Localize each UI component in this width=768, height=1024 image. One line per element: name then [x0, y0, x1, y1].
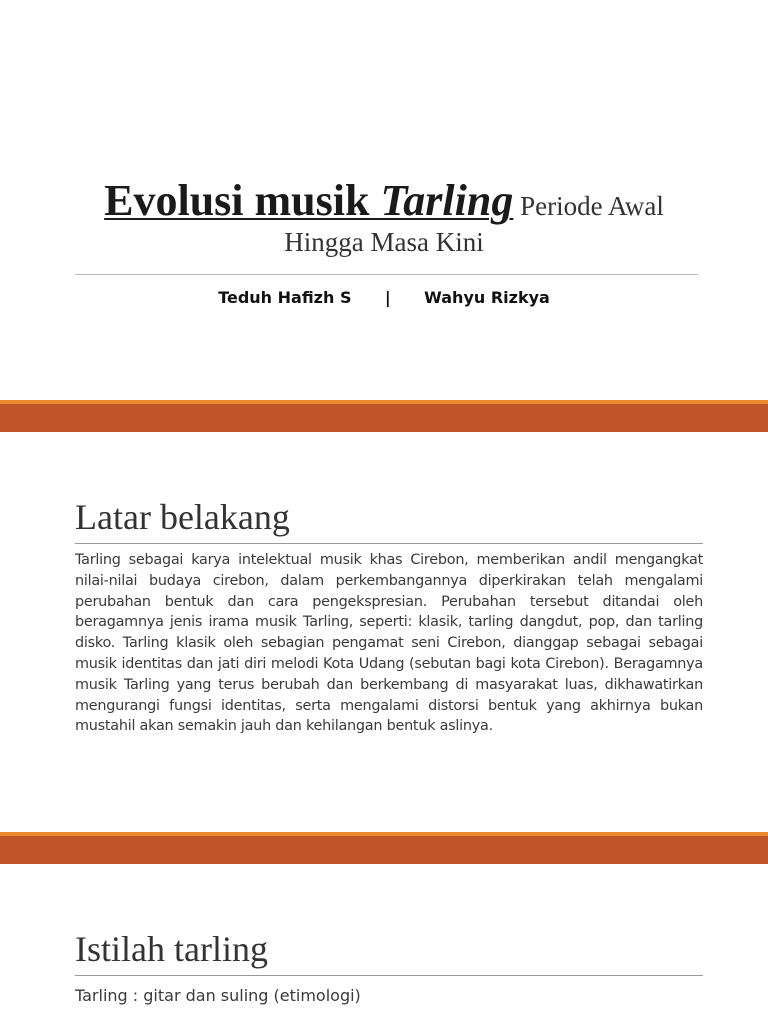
author-2: Wahyu Rizkya	[424, 288, 550, 307]
title-divider	[75, 274, 698, 275]
slide-divider-band	[0, 400, 768, 432]
slide-heading: Istilah tarling	[75, 929, 268, 969]
subtitle: Hingga Masa Kini	[284, 227, 484, 257]
title-italic-text: Tarling	[380, 176, 514, 225]
slide-heading: Latar belakang	[75, 497, 290, 537]
title-rest-text: Periode Awal	[513, 191, 664, 221]
author-1: Teduh Hafizh S	[218, 288, 352, 307]
body-line: Tarling : gitar dan suling (etimologi)	[75, 986, 361, 1005]
title-main-text: Evolusi musik	[104, 176, 381, 225]
slide-divider-band	[0, 832, 768, 864]
heading-divider	[75, 543, 703, 544]
authors-line	[0, 288, 768, 307]
heading-divider	[75, 975, 703, 976]
background-slide	[0, 432, 768, 832]
title-main	[104, 176, 513, 225]
title	[0, 175, 768, 226]
title-slide	[0, 0, 768, 400]
terminology-slide	[0, 864, 768, 1024]
body-paragraph: Tarling sebagai karya intelektual musik khas Cirebon, memberikan andil mengangkat nilai-nilai budaya cirebon, dalam perkembangannya diperkirakan telah mengalami perubahan bentuk dan cara pengekspresian. Perubahan tersebut ditandai oleh beragamnya jenis irama musik Tarling, seperti: klasik, tarling dangdut, pop, dan tarling disko. Tarling klasik oleh sebagian pengamat seni Cirebon, dianggap sebagai sebagai musik identitas dan jati diri melodi Kota Udang (sebutan bagi kota Cirebon). Beragamnya musik Tarling yang terus berubah dan berkembang di masyarakat luas, dikhawatirkan mengurangi fungsi identitas, serta mengalami distorsi bentuk yang akhirnya bukan mustahil akan semakin jauh dan kehilangan bentuk aslinya.	[75, 552, 703, 735]
author-separator: |	[384, 288, 391, 307]
